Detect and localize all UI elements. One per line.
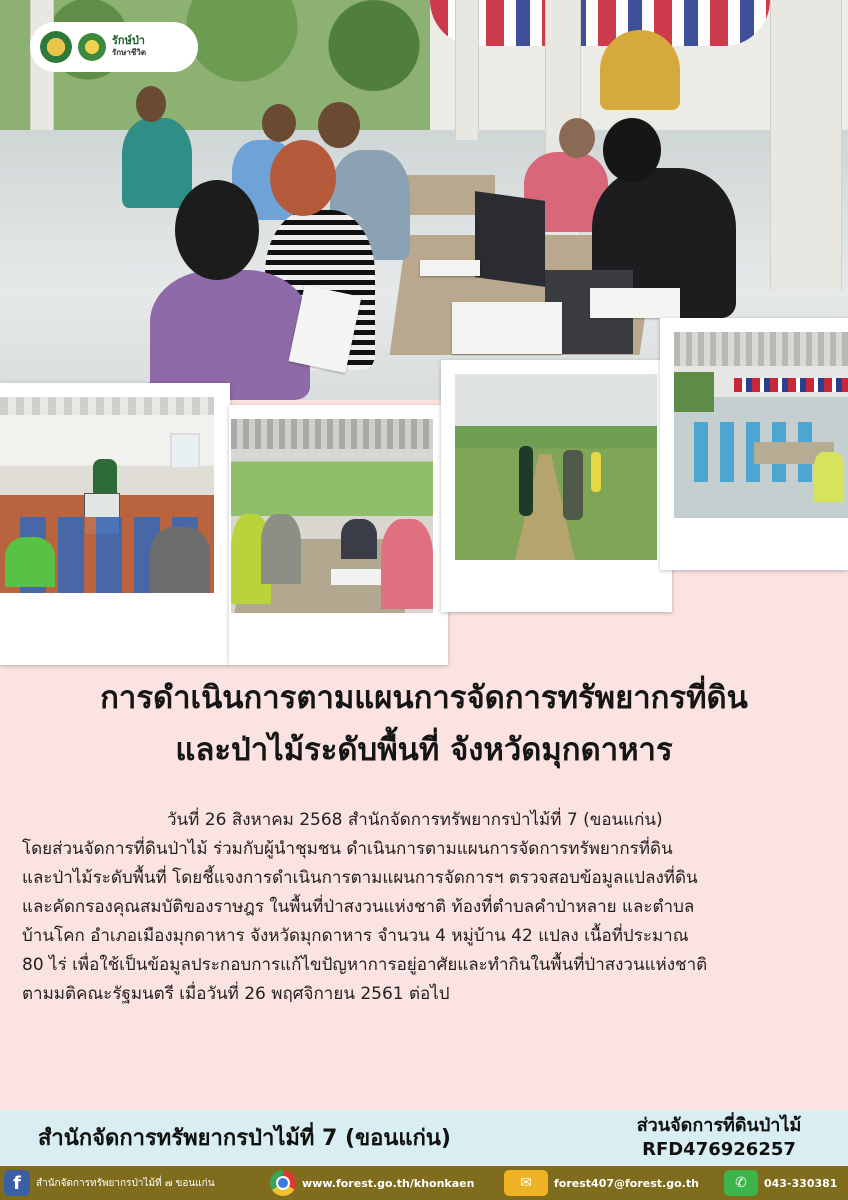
- title-line-1: การดำเนินการตามแผนการจัดการทรัพยากรที่ดิน: [100, 680, 748, 716]
- email-icon: ✉: [504, 1170, 548, 1196]
- brand-text: รักษ์ป่า: [112, 34, 145, 47]
- photo-field-survey: [455, 374, 657, 560]
- body-line-3: และป่าไม้ระดับพื้นที่ โดยชี้แจงการดำเนินการตามแผนการจัดการฯ ตรวจสอบข้อมูลแปลงที่ดิน: [22, 868, 698, 888]
- email-contact[interactable]: [504, 1170, 699, 1196]
- title-line-2: และป่าไม้ระดับพื้นที่ จังหวัดมุกดาหาร: [175, 732, 673, 768]
- royal-forest-seal-icon: [40, 31, 72, 63]
- photo-frame-hall-meeting: [660, 318, 848, 570]
- body-line-6: 80 ไร่ เพื่อใช้เป็นข้อมูลประกอบการแก้ไขปัญหาการอยู่อาศัยและทำกินในพื้นที่ป่าสงวนแห่งชาติ: [22, 955, 708, 975]
- body-line-5: บ้านโคก อำเภอเมืองมุกดาหาร จังหวัดมุกดาหาร จำนวน 4 หมู่บ้าน 42 แปลง เนื้อที่ประมาณ: [22, 926, 689, 946]
- body-line-1: วันที่ 26 สิงหาคม 2568 สำนักจัดการทรัพยากรป่าไม้ที่ 7 (ขอนแก่น): [167, 810, 663, 830]
- body-line-4: และคัดกรองคุณสมบัติของราษฎร ในพื้นที่ป่าสงวนแห่งชาติ ท้องที่ตำบลคำป่าหลาย และตำบล: [22, 897, 695, 917]
- phone-icon: ✆: [724, 1170, 758, 1196]
- phone-number: 043-330381: [764, 1176, 838, 1190]
- body-text: [22, 806, 822, 1009]
- phone-contact[interactable]: [724, 1170, 837, 1196]
- chrome-icon: [270, 1170, 296, 1196]
- facebook-icon: f: [4, 1170, 30, 1196]
- photo-table-meeting: [231, 419, 433, 613]
- body-line-7: ตามมติคณะรัฐมนตรี เมื่อวันที่ 26 พฤศจิกายน 2561 ต่อไป: [22, 984, 450, 1004]
- footer-section-name: ส่วนจัดการที่ดินป่าไม้: [636, 1115, 802, 1136]
- page-title: [0, 672, 848, 776]
- footer-org-name: สำนักจัดการทรัพยากรป่าไม้ที่ 7 (ขอนแก่น): [38, 1126, 451, 1151]
- email-address: forest407@forest.go.th: [554, 1176, 699, 1190]
- logo-pill: [30, 22, 198, 72]
- footer-band: [0, 1110, 848, 1165]
- footer-section: [590, 1114, 848, 1162]
- photo-frame-meeting-room: [0, 383, 230, 665]
- website-contact[interactable]: [270, 1170, 474, 1196]
- brand-logo: [112, 35, 146, 59]
- photo-meeting-room: [0, 397, 214, 593]
- facebook-contact[interactable]: [4, 1170, 215, 1196]
- brand-subtext: รักษาชีวิต: [112, 48, 147, 57]
- photo-frame-field-survey: [441, 360, 672, 612]
- photo-hall-meeting: [674, 332, 848, 518]
- website-url: www.forest.go.th/khonkaen: [302, 1176, 475, 1190]
- contact-bar: [0, 1166, 848, 1200]
- footer-section-id: RFD476926257: [642, 1139, 796, 1160]
- body-line: [22, 806, 822, 835]
- photo-frame-table-meeting: [229, 405, 448, 665]
- department-seal-icon: [78, 33, 106, 61]
- body-line-2: โดยส่วนจัดการที่ดินป่าไม้ ร่วมกับผู้นำชุมชน ดำเนินการตามแผนการจัดการทรัพยากรที่ดิน: [22, 839, 673, 859]
- facebook-name: สำนักจัดการทรัพยากรป่าไม้ที่ ๗ ขอนแก่น: [36, 1177, 215, 1189]
